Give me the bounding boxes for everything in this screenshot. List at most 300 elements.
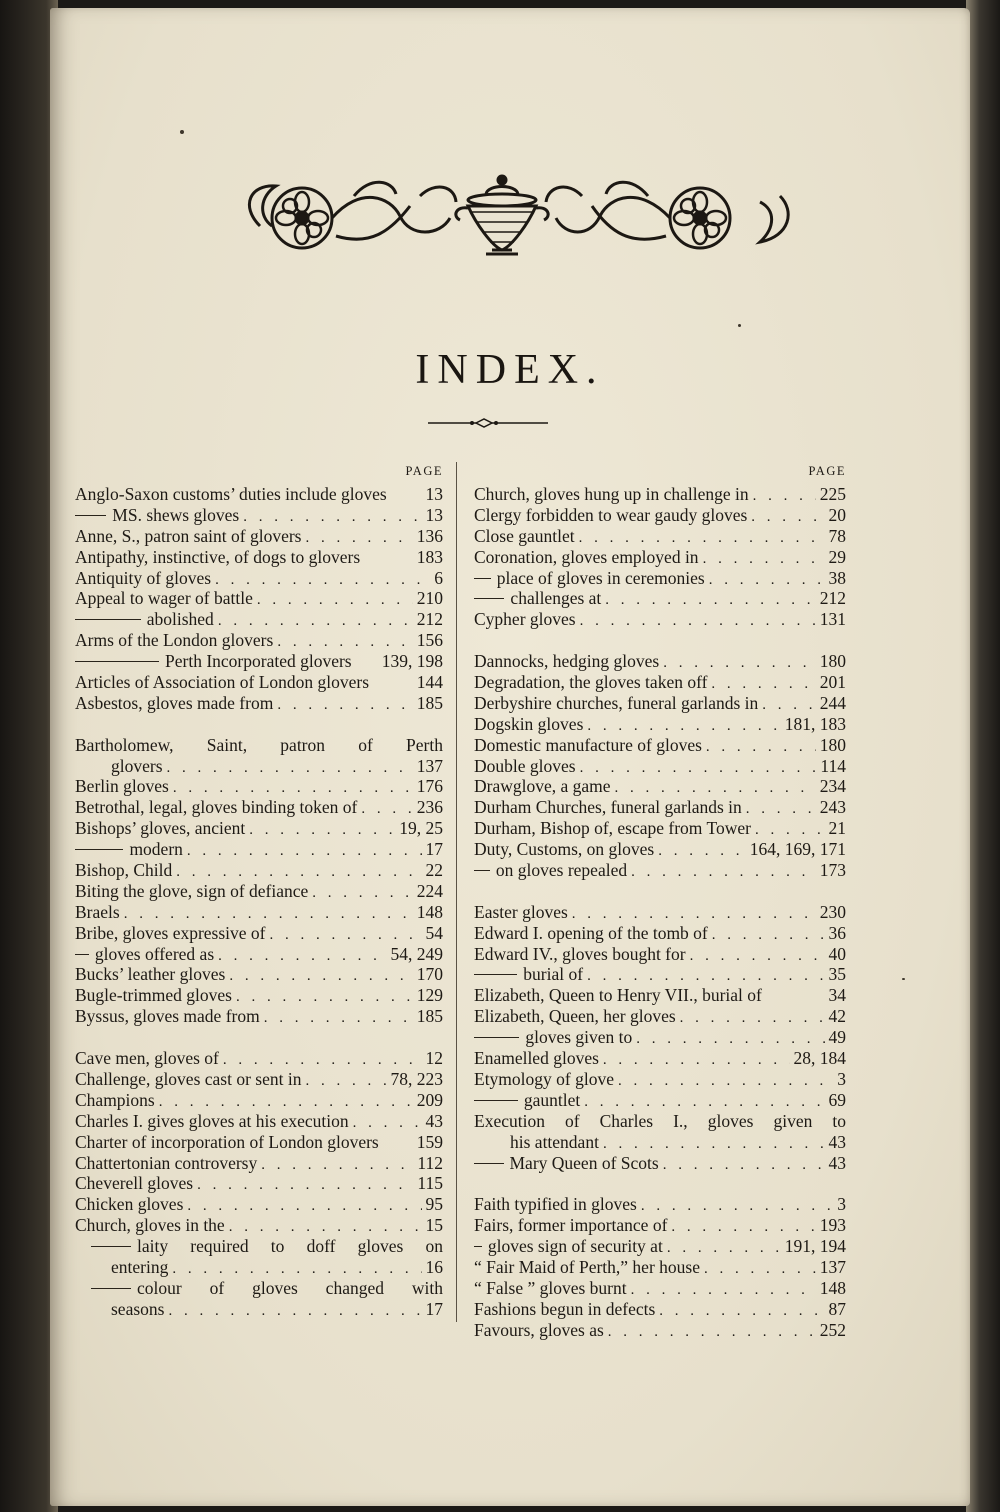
entry-page-number: 69 <box>828 1089 846 1110</box>
dot-leader <box>236 987 413 1008</box>
index-entry <box>75 1006 443 1027</box>
entry-text: Drawglove, a game <box>474 776 611 797</box>
dot-leader <box>636 1029 824 1050</box>
index-entry <box>474 588 846 609</box>
entry-text: Mary Queen of Scots <box>509 1152 659 1173</box>
entry-text: Elizabeth, Queen to Henry VII., burial of <box>474 985 762 1006</box>
entry-page-number: 225 <box>819 484 846 504</box>
entry-text: gloves sign of security at <box>487 1236 663 1257</box>
index-entry <box>75 547 443 568</box>
entry-page-number: 43 <box>828 1131 846 1152</box>
entry-text: Execution of Charles I., gloves given to <box>474 1110 846 1131</box>
ditto-dash <box>75 515 106 516</box>
entry-text: Fashions begun in defects <box>474 1298 656 1319</box>
entry-text: Bishop, Child <box>75 860 173 881</box>
index-entry <box>75 776 443 797</box>
index-entry <box>474 1215 846 1236</box>
dot-leader <box>703 549 825 570</box>
index-entry <box>474 1090 846 1111</box>
dot-leader <box>709 570 825 591</box>
index-entry <box>75 923 443 944</box>
entry-text: abolished <box>146 609 214 630</box>
dot-leader <box>608 1322 816 1343</box>
ditto-dash <box>474 1163 504 1164</box>
entry-page-number: 29 <box>828 546 846 567</box>
entry-page-number: 176 <box>416 776 443 797</box>
dot-leader <box>751 507 824 528</box>
dot-leader <box>124 904 413 925</box>
entry-page-number: 43 <box>425 1110 443 1131</box>
dot-leader <box>218 611 413 632</box>
index-column-left <box>75 458 443 1320</box>
index-entry <box>474 672 846 693</box>
entry-page-number: 16 <box>425 1256 443 1277</box>
entry-text: Articles of Association of London glovers <box>75 672 370 693</box>
dot-leader <box>305 1071 386 1092</box>
index-entry <box>75 526 443 547</box>
ditto-dash <box>474 974 517 975</box>
dot-leader <box>712 925 825 946</box>
dot-leader <box>187 1196 421 1217</box>
dot-leader <box>584 1092 824 1113</box>
entry-page-number: 212 <box>416 609 443 630</box>
index-entry <box>75 756 443 777</box>
dot-leader <box>218 946 386 967</box>
entry-text: Dogskin gloves <box>474 713 584 734</box>
entry-page-number: 137 <box>416 755 443 776</box>
entry-text: Chicken gloves <box>75 1194 184 1215</box>
entry-page-number: 13 <box>425 484 443 504</box>
entry-text: Etymology of glove <box>474 1068 614 1089</box>
entry-text: Asbestos, gloves made from <box>75 692 274 713</box>
paper-speck <box>180 130 184 134</box>
index-entries-right <box>474 484 846 1341</box>
dot-leader <box>706 737 816 758</box>
letter-group-gap <box>75 1027 443 1048</box>
index-entry <box>474 839 846 860</box>
entry-text: Bugle-trimmed gloves <box>75 985 232 1006</box>
dot-leader <box>680 1008 825 1029</box>
index-entry <box>474 568 846 589</box>
dot-leader <box>172 1259 421 1280</box>
entry-text: Charles I. gives gloves at his execution <box>75 1110 349 1131</box>
entry-page-number: 6 <box>434 567 443 588</box>
dot-leader <box>659 1301 824 1322</box>
index-entry <box>75 1278 443 1299</box>
dot-leader <box>667 1238 781 1259</box>
index-entry <box>474 902 846 923</box>
index-column-right <box>474 458 846 1341</box>
entry-page-number: 131 <box>819 609 846 630</box>
entry-page-number: 19, 25 <box>399 818 443 839</box>
entry-page-number: 12 <box>425 1048 443 1069</box>
entry-text: burial of <box>523 964 584 985</box>
entry-text: Anne, S., patron saint of glovers <box>75 525 302 546</box>
entry-page-number: 114 <box>820 755 846 776</box>
dot-leader <box>264 1008 413 1029</box>
entry-page-number: 210 <box>416 588 443 609</box>
entry-page-number: 156 <box>416 630 443 651</box>
dot-leader <box>270 925 422 946</box>
entry-page-number: 115 <box>417 1173 443 1194</box>
entry-text: Durham, Bishop of, escape from Tower <box>474 818 751 839</box>
entry-page-number: 43 <box>828 1152 846 1173</box>
index-entry <box>75 672 443 693</box>
dot-leader <box>690 946 825 967</box>
ditto-dash <box>75 661 159 662</box>
entry-text: Derbyshire churches, funeral garlands in <box>474 692 759 713</box>
entry-text: Bribe, gloves expressive of <box>75 922 266 943</box>
entry-text: Bucks’ leather gloves <box>75 964 226 985</box>
page-title: INDEX. <box>415 347 605 393</box>
index-entry <box>474 1027 846 1048</box>
paper-speck <box>902 978 905 980</box>
entry-text: Charter of incorporation of London glovers <box>75 1131 379 1152</box>
dot-leader <box>306 528 413 549</box>
entry-page-number: 54, 249 <box>390 943 443 964</box>
dot-leader <box>746 799 816 820</box>
entry-page-number: 20 <box>828 504 846 525</box>
entry-page-number: 15 <box>425 1215 443 1236</box>
index-entry <box>474 526 846 547</box>
entry-text: place of gloves in ceremonies <box>496 567 705 588</box>
dot-leader <box>187 841 422 862</box>
entry-page-number: 139, 198 <box>381 651 443 672</box>
entry-page-number: 185 <box>416 1006 443 1027</box>
entry-text: Antiquity of gloves <box>75 567 212 588</box>
index-entry <box>75 630 443 651</box>
dot-leader <box>711 674 815 695</box>
dot-leader <box>755 820 825 841</box>
entry-text: Edward I. opening of the tomb of <box>474 922 708 943</box>
entry-page-number: 181, 183 <box>784 713 846 734</box>
index-entry <box>75 1257 443 1278</box>
entry-text: Perth Incorporated glovers <box>165 651 352 672</box>
index-entry <box>474 985 846 1006</box>
ditto-dash <box>474 578 491 579</box>
dot-leader <box>605 590 815 611</box>
entry-page-number: 144 <box>416 672 443 693</box>
index-entry <box>474 944 846 965</box>
entry-text: Betrothal, legal, gloves binding token of <box>75 797 358 818</box>
entry-page-number: 193 <box>819 1215 846 1236</box>
dot-leader <box>603 1050 790 1071</box>
entry-text: Bishops’ gloves, ancient <box>75 818 246 839</box>
dot-leader <box>229 1217 422 1238</box>
entry-text: Arms of the London glovers <box>75 630 274 651</box>
index-entry <box>75 568 443 589</box>
index-entry <box>75 651 443 672</box>
dot-leader <box>353 1113 422 1134</box>
dot-leader <box>277 695 412 716</box>
entry-page-number: 35 <box>828 964 846 985</box>
index-entry <box>474 1278 846 1299</box>
index-entry <box>474 1299 846 1320</box>
entry-page-number: 148 <box>416 901 443 922</box>
index-entry <box>75 1299 443 1320</box>
entry-page-number: 17 <box>425 839 443 860</box>
entry-page-number: 112 <box>417 1152 443 1173</box>
entry-text: Close gauntlet <box>474 525 575 546</box>
index-entry <box>474 1132 846 1153</box>
index-entry <box>75 1090 443 1111</box>
ditto-dash <box>474 1037 519 1038</box>
dot-leader <box>197 1175 413 1196</box>
letter-group-gap <box>474 1173 846 1194</box>
entry-text: gauntlet <box>523 1089 581 1110</box>
index-entry <box>75 1194 443 1215</box>
entry-text: Byssus, gloves made from <box>75 1006 260 1027</box>
entry-text: laity required to doff gloves on <box>137 1236 443 1257</box>
entry-text: colour of gloves changed with <box>137 1277 443 1298</box>
entry-text: modern <box>129 839 183 860</box>
dot-leader <box>579 528 825 549</box>
entry-text: Domestic manufacture of gloves <box>474 734 702 755</box>
entry-page-number: 230 <box>819 901 846 922</box>
entry-page-number: 173 <box>819 860 846 881</box>
dot-leader <box>658 841 746 862</box>
index-entry <box>474 860 846 881</box>
index-entry <box>75 505 443 526</box>
entry-text: Faith typified in gloves <box>474 1194 637 1215</box>
index-entry <box>474 797 846 818</box>
entry-page-number: 191, 194 <box>784 1236 846 1257</box>
index-entry <box>75 1153 443 1174</box>
index-entry <box>75 797 443 818</box>
index-entry <box>474 1048 846 1069</box>
paper-speck <box>738 324 741 327</box>
letter-group-gap <box>474 881 846 902</box>
index-entry <box>474 1111 846 1132</box>
entry-page-number: 17 <box>425 1298 443 1319</box>
entry-page-number: 209 <box>416 1089 443 1110</box>
index-entry <box>474 1153 846 1174</box>
index-entry <box>75 735 443 756</box>
entry-page-number: 243 <box>819 797 846 818</box>
dot-leader <box>762 695 815 716</box>
dot-leader <box>168 1301 421 1322</box>
dot-leader <box>249 820 395 841</box>
dot-leader <box>215 570 430 591</box>
dot-leader <box>618 1071 833 1092</box>
index-entry <box>75 609 443 630</box>
entry-page-number: 185 <box>416 692 443 713</box>
entry-text: Duty, Customs, on gloves <box>474 839 655 860</box>
entry-text: Double gloves <box>474 755 576 776</box>
entry-text: Dannocks, hedging gloves <box>474 651 660 672</box>
entry-text: Clergy forbidden to wear gaudy gloves <box>474 504 748 525</box>
entry-text: Fairs, former importance of <box>474 1215 668 1236</box>
dot-leader <box>663 1155 825 1176</box>
dot-leader <box>753 486 816 507</box>
entry-text: Biting the glove, sign of defiance <box>75 880 309 901</box>
dot-leader <box>229 966 412 987</box>
entry-page-number: 183 <box>416 546 443 567</box>
entry-text: gloves offered as <box>94 943 215 964</box>
entry-text: Braels <box>75 901 120 922</box>
entry-page-number: 34 <box>828 985 846 1006</box>
dot-leader <box>671 1217 815 1238</box>
index-entry <box>474 735 846 756</box>
index-entry <box>474 1257 846 1278</box>
entry-page-number: 129 <box>416 985 443 1006</box>
book-page <box>50 8 970 1506</box>
entry-page-number: 234 <box>819 776 846 797</box>
ditto-dash <box>91 1288 131 1289</box>
entry-text: Berlin gloves <box>75 776 169 797</box>
entry-page-number: 42 <box>828 1006 846 1027</box>
entry-text: entering <box>111 1256 169 1277</box>
page-column-heading: PAGE <box>808 464 846 478</box>
entry-text: Edward IV., gloves bought for <box>474 943 686 964</box>
dot-leader <box>603 1134 825 1155</box>
entry-text: Elizabeth, Queen, her gloves <box>474 1006 676 1027</box>
entry-page-number: 180 <box>819 734 846 755</box>
entry-text: Challenge, gloves cast or sent in <box>75 1068 302 1089</box>
index-entry <box>75 818 443 839</box>
index-entry <box>75 881 443 902</box>
ditto-dash <box>474 598 504 599</box>
entry-page-number: 87 <box>828 1298 846 1319</box>
ditto-dash <box>474 1246 482 1247</box>
index-entry <box>474 923 846 944</box>
index-entry <box>474 1194 846 1215</box>
column-divider <box>456 462 457 1322</box>
entry-text: “ Fair Maid of Perth,” her house <box>474 1256 700 1277</box>
index-entry <box>75 1215 443 1236</box>
entry-page-number: 212 <box>819 588 846 609</box>
entry-text: Cypher gloves <box>474 609 576 630</box>
entry-text: Easter gloves <box>474 901 568 922</box>
dot-leader <box>587 966 824 987</box>
entry-page-number: 180 <box>819 651 846 672</box>
entry-text: Degradation, the gloves taken off <box>474 672 708 693</box>
index-entry <box>75 1048 443 1069</box>
index-entry <box>474 714 846 735</box>
dot-leader <box>173 778 413 799</box>
entry-page-number: 36 <box>828 922 846 943</box>
entry-page-number: 13 <box>425 504 443 525</box>
entry-text: Champions <box>75 1089 155 1110</box>
index-entry <box>75 1111 443 1132</box>
index-entry <box>474 651 846 672</box>
entry-text: seasons <box>111 1298 165 1319</box>
index-entry <box>75 964 443 985</box>
index-entries-left <box>75 484 443 1320</box>
entry-page-number: 170 <box>416 964 443 985</box>
dot-leader <box>631 1280 816 1301</box>
entry-text: on gloves repealed <box>495 860 628 881</box>
dot-leader <box>257 590 413 611</box>
entry-page-number: 136 <box>416 525 443 546</box>
entry-text: Church, gloves in the <box>75 1215 225 1236</box>
dot-leader <box>587 716 780 737</box>
entry-page-number: 236 <box>416 797 443 818</box>
entry-text: Church, gloves hung up in challenge in <box>474 484 749 504</box>
entry-page-number: 49 <box>828 1027 846 1048</box>
entry-text: MS. shews gloves <box>112 504 240 525</box>
entry-page-number: 252 <box>819 1319 846 1340</box>
entry-text: Bartholomew, Saint, patron of Perth <box>75 734 443 755</box>
dot-leader <box>580 758 817 779</box>
dot-leader <box>641 1196 833 1217</box>
entry-page-number: 159 <box>416 1131 443 1152</box>
index-entry <box>474 609 846 630</box>
entry-page-number: 78 <box>828 525 846 546</box>
entry-text: Appeal to wager of battle <box>75 588 253 609</box>
page-edge <box>966 0 1000 1512</box>
entry-page-number: 38 <box>828 567 846 588</box>
index-entry <box>75 588 443 609</box>
entry-page-number: 164, 169, 171 <box>749 839 846 860</box>
index-entry <box>474 1006 846 1027</box>
page-column-heading: PAGE <box>405 464 443 478</box>
dot-leader <box>261 1155 413 1176</box>
entry-text: Antipathy, instinctive, of dogs to glovers <box>75 546 361 567</box>
entry-page-number: 21 <box>828 818 846 839</box>
dot-leader <box>159 1092 413 1113</box>
entry-text: glovers <box>111 755 163 776</box>
entry-text: Coronation, gloves employed in <box>474 546 699 567</box>
index-entry <box>474 1069 846 1090</box>
dot-leader <box>167 758 413 779</box>
dot-leader <box>243 507 421 528</box>
ditto-dash <box>75 954 89 955</box>
entry-text: Anglo-Saxon customs’ duties include gloves <box>75 484 387 504</box>
dot-leader <box>361 799 412 820</box>
dot-leader <box>704 1259 816 1280</box>
entry-text: Enamelled gloves <box>474 1048 599 1069</box>
entry-text: his attendant <box>510 1131 599 1152</box>
dot-leader <box>277 632 412 653</box>
index-entry <box>474 964 846 985</box>
index-entry <box>474 776 846 797</box>
entry-page-number: 3 <box>837 1068 846 1089</box>
index-entry <box>75 985 443 1006</box>
ditto-dash <box>75 849 123 850</box>
index-entry <box>474 1320 846 1341</box>
dot-leader <box>580 611 816 632</box>
entry-page-number: 201 <box>819 672 846 693</box>
index-entry <box>474 484 846 505</box>
entry-page-number: 137 <box>819 1256 846 1277</box>
index-entry <box>474 547 846 568</box>
index-entry <box>474 505 846 526</box>
dot-leader <box>223 1050 422 1071</box>
entry-text: gloves given to <box>525 1027 633 1048</box>
dot-leader <box>312 883 412 904</box>
entry-page-number: 54 <box>425 922 443 943</box>
entry-page-number: 78, 223 <box>390 1068 443 1089</box>
index-entry <box>75 902 443 923</box>
entry-page-number: 3 <box>837 1194 846 1215</box>
entry-text: challenges at <box>510 588 602 609</box>
ditto-dash <box>91 1246 131 1247</box>
index-entry <box>474 818 846 839</box>
title-rule-ornament <box>428 416 548 430</box>
dot-leader <box>176 862 421 883</box>
index-entry <box>75 1236 443 1257</box>
entry-page-number: 28, 184 <box>793 1048 846 1069</box>
entry-text: Chattertonian controversy <box>75 1152 258 1173</box>
ditto-dash <box>75 619 141 620</box>
index-entry <box>474 756 846 777</box>
ditto-dash <box>474 1100 518 1101</box>
letter-group-gap <box>75 714 443 735</box>
entry-page-number: 40 <box>828 943 846 964</box>
dot-leader <box>663 653 816 674</box>
index-entry <box>474 1236 846 1257</box>
